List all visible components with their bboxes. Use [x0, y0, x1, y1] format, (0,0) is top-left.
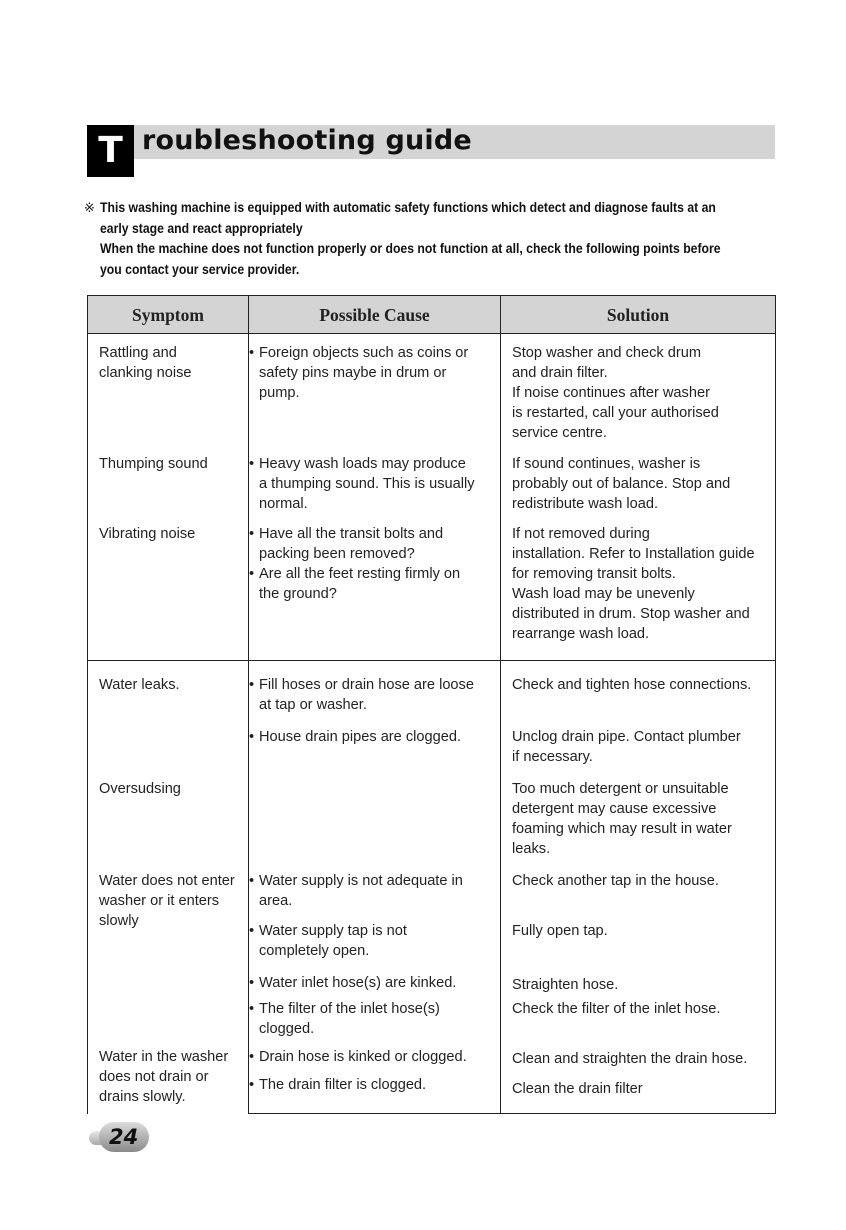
solution-cell [501, 524, 775, 644]
solution-line: redistribute wash load. [512, 496, 659, 512]
troubleshooting-table [87, 295, 776, 1114]
solution-line: Fully open tap. [512, 923, 608, 939]
bullet-icon: • [249, 677, 255, 693]
cause-item [249, 921, 500, 961]
cause-line: Water supply tap is not [259, 923, 407, 939]
bullet-icon: • [249, 729, 255, 745]
table-row [88, 661, 776, 724]
symptom-cell [88, 779, 248, 799]
bullet-icon: • [249, 1049, 255, 1065]
solution-line: If noise continues after washer [512, 385, 710, 401]
intro-line: This washing machine is equipped with automatic safety functions which detect and diagnose faults at an [100, 200, 716, 215]
symptom-cell [88, 1047, 248, 1107]
solution-cell [501, 871, 775, 891]
symptom-cell [88, 871, 248, 931]
solution-line: and drain filter. [512, 365, 608, 381]
intro-line: you contact your service provider. [100, 261, 300, 277]
cause-line: packing been removed? [259, 546, 415, 562]
solution-line: rearrange wash load. [512, 626, 650, 642]
header-cause: Possible Cause [249, 296, 501, 334]
reference-mark-icon: ※ [84, 200, 95, 215]
cause-line: pump. [259, 385, 300, 401]
bullet-icon: • [249, 975, 255, 991]
bullet-icon: • [249, 923, 255, 939]
bullet-icon: • [249, 566, 255, 582]
solution-line: Too much detergent or unsuitable [512, 781, 729, 797]
solution-line: for removing transit bolts. [512, 566, 676, 582]
cause-line: a thumping sound. This is usually [259, 476, 475, 492]
symptom-line: Water leaks. [99, 677, 180, 693]
bullet-icon: • [249, 873, 255, 889]
cause-item [249, 871, 500, 911]
solution-line: Straighten hose. [512, 977, 619, 993]
page-number-badge [89, 1122, 151, 1152]
cause-line: Fill hoses or drain hose are loose [259, 677, 474, 693]
cause-item [249, 675, 500, 715]
header-solution: Solution [501, 296, 776, 334]
solution-cell [501, 975, 775, 995]
symptom-line: washer or it enters [99, 893, 220, 909]
solution-line: Check the filter of the inlet hose. [512, 1001, 721, 1017]
cause-item [249, 973, 500, 993]
solution-cell [501, 675, 775, 695]
cause-line: Foreign objects such as coins or [259, 345, 469, 361]
cause-line: The filter of the inlet hose(s) [259, 1001, 440, 1017]
cause-line: normal. [259, 496, 308, 512]
cause-item [249, 343, 500, 403]
cause-item [249, 999, 500, 1039]
solution-line: detergent may cause excessive [512, 801, 717, 817]
cause-line: Have all the transit bolts and [259, 526, 444, 542]
table-row [88, 723, 776, 775]
cause-line: at tap or washer. [259, 697, 367, 713]
table-row [88, 1047, 776, 1075]
solution-line: If not removed during [512, 526, 650, 542]
bullet-icon: • [249, 526, 255, 542]
symptom-cell [88, 454, 248, 474]
title-initial: T [87, 125, 134, 177]
symptom-line: Oversudsing [99, 781, 181, 797]
solution-line: Unclog drain pipe. Contact plumber [512, 729, 741, 745]
solution-line: leaks. [512, 841, 551, 857]
solution-cell [501, 454, 775, 514]
cause-line: House drain pipes are clogged. [259, 729, 462, 745]
header-symptom: Symptom [88, 296, 249, 334]
page-title: roubleshooting guide [142, 125, 472, 156]
symptom-cell [88, 524, 248, 544]
bullet-icon: • [249, 1077, 255, 1093]
cause-line: Drain hose is kinked or clogged. [259, 1049, 467, 1065]
table-header-row [88, 296, 776, 334]
solution-line: If sound continues, washer is [512, 456, 701, 472]
solution-line: probably out of balance. Stop and [512, 476, 731, 492]
symptom-line: does not drain or [99, 1069, 209, 1085]
solution-cell [501, 779, 775, 859]
cause-line: The drain filter is clogged. [259, 1077, 427, 1093]
solution-line: is restarted, call your authorised [512, 405, 719, 421]
intro-note [84, 198, 784, 280]
cause-line: Water inlet hose(s) are kinked. [259, 975, 457, 991]
bullet-icon: • [249, 345, 255, 361]
cause-line: Water supply is not adequate in [259, 873, 463, 889]
symptom-line: slowly [99, 913, 139, 929]
symptom-cell [88, 675, 248, 695]
symptom-line: Water does not enter [99, 873, 235, 889]
page-number: 24 [109, 1125, 139, 1149]
solution-cell [501, 921, 775, 941]
solution-line: service centre. [512, 425, 607, 441]
cause-line: Are all the feet resting firmly on [259, 566, 461, 582]
symptom-line: Thumping sound [99, 456, 208, 472]
cause-line: safety pins maybe in drum or [259, 365, 447, 381]
table-row [88, 524, 776, 661]
solution-line: Wash load may be unevenly [512, 586, 695, 602]
cause-item [249, 454, 500, 514]
table-row [88, 775, 776, 869]
solution-line: Clean the drain filter [512, 1081, 643, 1097]
bullet-icon: • [249, 1001, 255, 1017]
cause-item [249, 727, 500, 747]
symptom-line: Vibrating noise [99, 526, 196, 542]
bullet-icon: • [249, 456, 255, 472]
solution-cell [501, 343, 775, 443]
solution-line: if necessary. [512, 749, 593, 765]
cause-item [249, 1047, 500, 1067]
solution-line: Stop washer and check drum [512, 345, 702, 361]
table-row [88, 454, 776, 524]
solution-line: distributed in drum. Stop washer and [512, 606, 750, 622]
symptom-line: Water in the washer [99, 1049, 229, 1065]
cause-line: area. [259, 893, 293, 909]
solution-line: installation. Refer to Installation guide [512, 546, 755, 562]
cause-item [249, 524, 500, 564]
symptom-line: drains slowly. [99, 1089, 186, 1105]
cause-line: the ground? [259, 586, 337, 602]
solution-line: Clean and straighten the drain hose. [512, 1051, 748, 1067]
solution-line: Check and tighten hose connections. [512, 677, 752, 693]
solution-cell [501, 727, 775, 767]
table-row [88, 334, 776, 455]
solution-cell [501, 1079, 775, 1099]
cause-line: clogged. [259, 1021, 315, 1037]
cause-item [249, 564, 500, 604]
cause-line: Heavy wash loads may produce [259, 456, 466, 472]
cause-line: completely open. [259, 943, 370, 959]
table-row [88, 869, 776, 919]
cause-item [249, 1075, 500, 1095]
symptom-cell [88, 343, 248, 383]
intro-line: early stage and react appropriately [100, 220, 303, 236]
intro-line: When the machine does not function properly or does not function at all, check the following points before [100, 241, 721, 256]
symptom-line: clanking noise [99, 365, 192, 381]
solution-line: Check another tap in the house. [512, 873, 719, 889]
symptom-line: Rattling and [99, 345, 177, 361]
solution-line: foaming which may result in water [512, 821, 732, 837]
solution-cell [501, 1049, 775, 1069]
solution-cell [501, 999, 775, 1019]
